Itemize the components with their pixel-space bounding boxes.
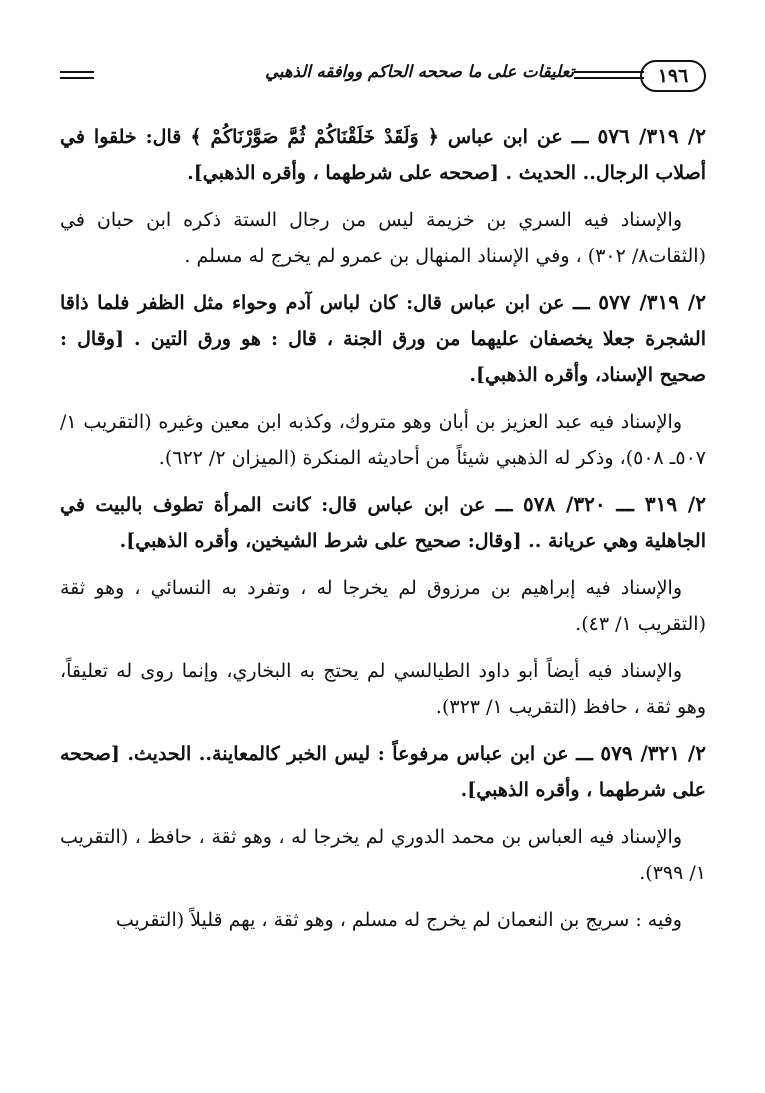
hadith-reference: ٢/ ٣١٩/ ٥٧٧ <box>598 290 706 314</box>
header-rule <box>60 77 94 79</box>
page-number: ١٩٦ <box>657 65 689 87</box>
paragraph-text: والإسناد فيه عبد العزيز بن أبان وهو متروك، وكذبه ابن معين وغيره (التقريب ١/ ٥٠٧ـ ٥٠٨)، وذكر له الذهبي شيئاً من أحاديثه المنكرة (الميزان ٢/ ٦٢٢). <box>60 411 706 469</box>
hadith-reference: ٢/ ٣١٩ ـــ ٣٢٠/ ٥٧٨ <box>522 492 706 516</box>
paragraph <box>60 569 706 642</box>
paragraph <box>60 486 706 559</box>
paragraph <box>60 201 706 274</box>
paragraph <box>60 118 706 191</box>
paragraph <box>60 284 706 393</box>
page-body <box>60 118 706 948</box>
paragraph-text: والإسناد فيه إبراهيم بن مرزوق لم يخرجا له ، وتفرد به النسائي ، وهو ثقة (التقريب ١/ ٤٣). <box>60 577 706 635</box>
paragraph-text: والإسناد فيه السري بن خزيمة ليس من رجال الستة ذكره ابن حبان في (الثقات٨/ ٣٠٢) ، وفي الإسناد المنهال بن عمرو لم يخرج له مسلم . <box>60 209 706 267</box>
running-title: تعليقات على ما صححه الحاكم ووافقه الذهبي <box>265 62 574 81</box>
paragraph <box>60 818 706 891</box>
hadith-reference: ٢/ ٣١٩/ ٥٧٦ <box>597 124 706 148</box>
paragraph-text: ـــ عن ابن عباس ﴿ وَلَقَدْ خَلَقْنَاكُمْ ثُمَّ صَوَّرْنَاكُمْ ﴾ قال: خلقوا في أصلاب الرجال.. الحديث . [صححه على شرطهما ، وأقره الذهبي]. <box>60 126 706 184</box>
paragraph-text: وفيه : سريج بن النعمان لم يخرج له مسلم ، وهو ثقة ، يهم قليلاً (التقريب <box>115 909 682 931</box>
header-rule <box>574 71 644 73</box>
header-rule <box>60 71 94 73</box>
running-header <box>60 58 706 94</box>
page-number-badge <box>640 60 706 92</box>
paragraph-text: والإسناد فيه أيضاً أبو داود الطيالسي لم يحتج به البخاري، وإنما روى له تعليقاً، وهو ثقة ، حافظ (التقريب ١/ ٣٢٣). <box>60 660 706 718</box>
paragraph <box>60 403 706 476</box>
header-rule <box>574 77 644 79</box>
paragraph <box>60 735 706 808</box>
paragraph-text: والإسناد فيه العباس بن محمد الدوري لم يخرجا له ، وهو ثقة ، حافظ ، (التقريب ١/ ٣٩٩). <box>60 826 706 884</box>
hadith-reference: ٢/ ٣٢١/ ٥٧٩ <box>600 741 706 765</box>
paragraph-text: ـــ عن ابن عباس قال: كانت المرأة تطوف بالبيت في الجاهلية وهي عريانة .. [وقال: صحيح على شرط الشيخين، وأقره الذهبي]. <box>60 494 706 552</box>
paragraph <box>60 901 706 938</box>
paragraph-text: ـــ عن ابن عباس مرفوعاً : ليس الخبر كالمعاينة.. الحديث. [صححه على شرطهما ، وأقره الذهبي]. <box>60 743 706 801</box>
paragraph <box>60 652 706 725</box>
paragraph-text: ـــ عن ابن عباس قال: كان لباس آدم وحواء مثل الظفر فلما ذاقا الشجرة جعلا يخصفان عليهما من ورق الجنة ، قال : هو ورق التين . [وقال : صحيح الإسناد، وأقره الذهبي]. <box>60 292 706 386</box>
